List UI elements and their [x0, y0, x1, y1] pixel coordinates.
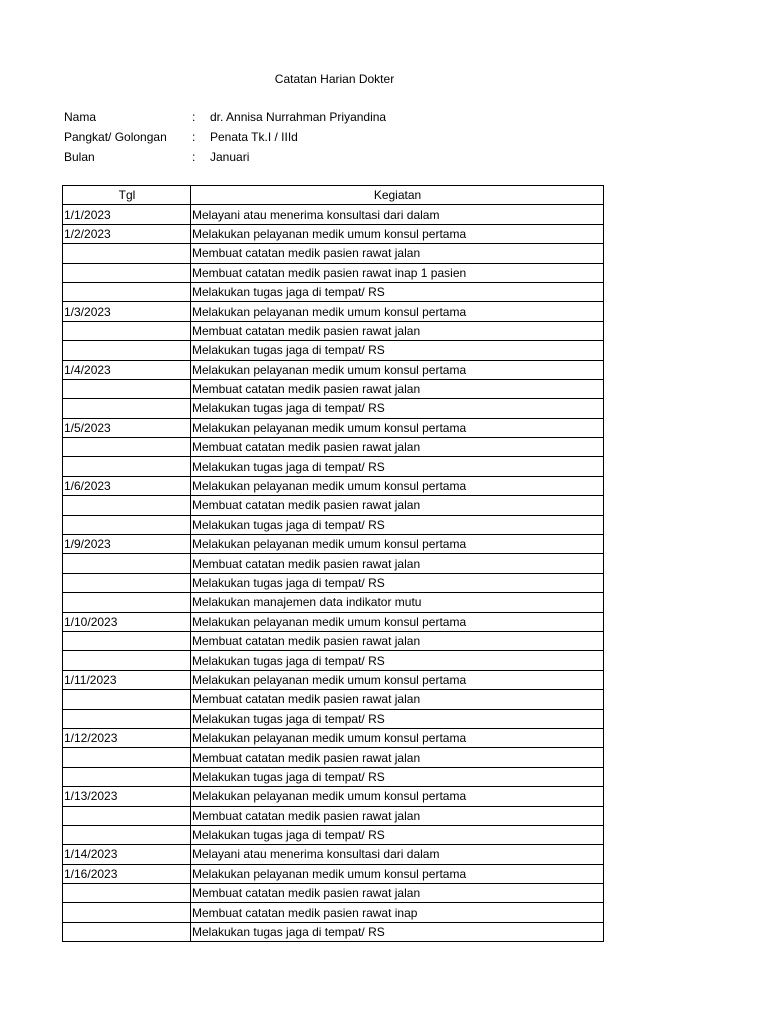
activity-cell: Melakukan pelayanan medik umum konsul pertama: [191, 360, 604, 379]
date-cell: [63, 515, 191, 534]
activity-cell: Melakukan tugas jaga di tempat/ RS: [191, 515, 604, 534]
activity-cell: Membuat catatan medik pasien rawat jalan: [191, 554, 604, 573]
month-colon: :: [192, 150, 196, 164]
rank-colon: :: [192, 130, 196, 144]
document-title: Catatan Harian Dokter: [274, 72, 395, 86]
table-row: [63, 302, 604, 321]
activity-cell: Membuat catatan medik pasien rawat jalan: [191, 496, 604, 515]
table-row: [63, 263, 604, 282]
table-row: [63, 535, 604, 554]
table-row: [63, 573, 604, 592]
activity-cell: Melakukan pelayanan medik umum konsul pertama: [191, 302, 604, 321]
table-row: [63, 864, 604, 883]
date-cell: 1/12/2023: [63, 728, 191, 747]
date-cell: [63, 690, 191, 709]
table-row: [63, 903, 604, 922]
activity-cell: Melakukan tugas jaga di tempat/ RS: [191, 922, 604, 941]
activity-cell: Melakukan pelayanan medik umum konsul pertama: [191, 418, 604, 437]
table-row: [63, 651, 604, 670]
date-cell: 1/13/2023: [63, 787, 191, 806]
table-row: [63, 515, 604, 534]
table-row: [63, 884, 604, 903]
date-cell: [63, 457, 191, 476]
activity-cell: Melakukan tugas jaga di tempat/ RS: [191, 457, 604, 476]
activity-cell: Melayani atau menerima konsultasi dari dalam: [191, 845, 604, 864]
table-row: [63, 593, 604, 612]
table-row: [63, 476, 604, 495]
date-cell: [63, 748, 191, 767]
table-header-row: [63, 186, 604, 205]
activity-cell: Membuat catatan medik pasien rawat jalan: [191, 748, 604, 767]
table-row: [63, 205, 604, 224]
table-row: [63, 845, 604, 864]
date-cell: 1/14/2023: [63, 845, 191, 864]
table-row: [63, 244, 604, 263]
table-row: [63, 360, 604, 379]
date-cell: [63, 884, 191, 903]
activity-cell: Melakukan pelayanan medik umum konsul pertama: [191, 535, 604, 554]
date-cell: [63, 593, 191, 612]
table-row: [63, 806, 604, 825]
activity-cell: Melakukan tugas jaga di tempat/ RS: [191, 282, 604, 301]
table-row: [63, 612, 604, 631]
table-row: [63, 690, 604, 709]
table-row: [63, 341, 604, 360]
table-row: [63, 631, 604, 650]
table-row: [63, 767, 604, 786]
activity-cell: Melakukan pelayanan medik umum konsul pertama: [191, 670, 604, 689]
date-cell: [63, 922, 191, 941]
date-cell: [63, 806, 191, 825]
table-row: [63, 728, 604, 747]
rank-label: Pangkat/ Golongan: [64, 130, 167, 144]
activity-cell: Membuat catatan medik pasien rawat jalan: [191, 244, 604, 263]
activity-cell: Melakukan manajemen data indikator mutu: [191, 593, 604, 612]
activity-cell: Melakukan tugas jaga di tempat/ RS: [191, 825, 604, 844]
date-column-header: Tgl: [63, 186, 191, 205]
table-row: [63, 457, 604, 476]
date-cell: [63, 554, 191, 573]
table-row: [63, 224, 604, 243]
activity-cell: Membuat catatan medik pasien rawat jalan: [191, 379, 604, 398]
activity-cell: Membuat catatan medik pasien rawat jalan: [191, 321, 604, 340]
date-cell: 1/10/2023: [63, 612, 191, 631]
date-cell: 1/1/2023: [63, 205, 191, 224]
date-cell: [63, 244, 191, 263]
date-cell: [63, 573, 191, 592]
name-label: Nama: [64, 110, 97, 124]
name-colon: :: [192, 110, 196, 124]
activity-cell: Membuat catatan medik pasien rawat inap 1 pasien: [191, 263, 604, 282]
activity-cell: Membuat catatan medik pasien rawat jalan: [191, 631, 604, 650]
activity-cell: Melakukan tugas jaga di tempat/ RS: [191, 767, 604, 786]
activity-cell: Melakukan tugas jaga di tempat/ RS: [191, 341, 604, 360]
activity-cell: Melakukan tugas jaga di tempat/ RS: [191, 651, 604, 670]
date-cell: [63, 496, 191, 515]
date-cell: [63, 379, 191, 398]
activity-cell: Melakukan tugas jaga di tempat/ RS: [191, 399, 604, 418]
activity-column-header: Kegiatan: [191, 186, 604, 205]
date-cell: [63, 767, 191, 786]
table-row: [63, 554, 604, 573]
table-row: [63, 418, 604, 437]
date-cell: 1/3/2023: [63, 302, 191, 321]
table-row: [63, 438, 604, 457]
table-row: [63, 748, 604, 767]
table-row: [63, 825, 604, 844]
table-row: [63, 922, 604, 941]
date-cell: 1/5/2023: [63, 418, 191, 437]
table-body: [63, 205, 604, 942]
date-cell: [63, 631, 191, 650]
date-cell: 1/11/2023: [63, 670, 191, 689]
table-row: [63, 321, 604, 340]
date-cell: [63, 321, 191, 340]
date-cell: 1/16/2023: [63, 864, 191, 883]
date-cell: 1/6/2023: [63, 476, 191, 495]
activity-cell: Melakukan pelayanan medik umum konsul pertama: [191, 864, 604, 883]
activity-cell: Membuat catatan medik pasien rawat jalan: [191, 806, 604, 825]
table-row: [63, 787, 604, 806]
date-cell: [63, 709, 191, 728]
table-row: [63, 282, 604, 301]
activity-cell: Membuat catatan medik pasien rawat inap: [191, 903, 604, 922]
date-cell: 1/4/2023: [63, 360, 191, 379]
activity-cell: Membuat catatan medik pasien rawat jalan: [191, 690, 604, 709]
date-cell: [63, 651, 191, 670]
date-cell: [63, 282, 191, 301]
date-cell: [63, 903, 191, 922]
date-cell: [63, 341, 191, 360]
activity-cell: Melakukan tugas jaga di tempat/ RS: [191, 709, 604, 728]
date-cell: [63, 825, 191, 844]
activity-cell: Melakukan tugas jaga di tempat/ RS: [191, 573, 604, 592]
activity-cell: Melakukan pelayanan medik umum konsul pertama: [191, 612, 604, 631]
table-row: [63, 709, 604, 728]
month-value: Januari: [210, 150, 250, 164]
activity-cell: Melakukan pelayanan medik umum konsul pertama: [191, 728, 604, 747]
activity-log-table: [62, 185, 604, 942]
activity-cell: Membuat catatan medik pasien rawat jalan: [191, 884, 604, 903]
activity-cell: Melakukan pelayanan medik umum konsul pertama: [191, 476, 604, 495]
table-row: [63, 670, 604, 689]
date-cell: [63, 399, 191, 418]
table-row: [63, 379, 604, 398]
date-cell: [63, 438, 191, 457]
activity-cell: Melakukan pelayanan medik umum konsul pertama: [191, 787, 604, 806]
date-cell: [63, 263, 191, 282]
name-value: dr. Annisa Nurrahman Priyandina: [210, 110, 387, 124]
month-label: Bulan: [64, 150, 95, 164]
date-cell: 1/9/2023: [63, 535, 191, 554]
activity-cell: Membuat catatan medik pasien rawat jalan: [191, 438, 604, 457]
activity-cell: Melakukan pelayanan medik umum konsul pertama: [191, 224, 604, 243]
date-cell: 1/2/2023: [63, 224, 191, 243]
rank-value: Penata Tk.I / IIId: [210, 130, 298, 144]
activity-cell: Melayani atau menerima konsultasi dari dalam: [191, 205, 604, 224]
table-row: [63, 496, 604, 515]
table-row: [63, 399, 604, 418]
